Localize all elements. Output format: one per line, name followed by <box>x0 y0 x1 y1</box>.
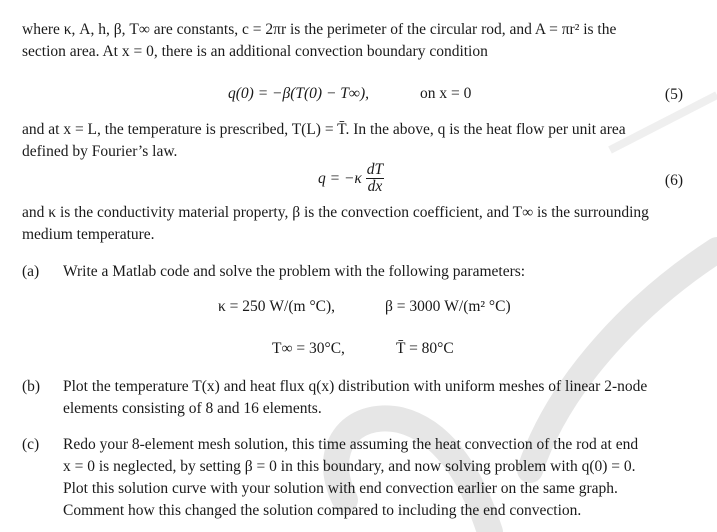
after-line-2: medium temperature. <box>22 226 155 243</box>
intro-line-1: where κ, A, h, β, T∞ are constants, c = 2πr is the perimeter of the circular rod, and A = πr² is the <box>22 21 617 38</box>
equation-6-numerator: dT <box>366 161 384 178</box>
equation-5: q(0) = −β(T(0) − T∞), <box>228 85 369 102</box>
param-beta: β = 3000 W/(m² °C) <box>385 298 511 315</box>
equation-5-condition: on x = 0 <box>420 85 472 102</box>
equation-6-lhs: q = −κ <box>318 169 362 187</box>
part-c-line-3: Plot this solution curve with your solution with end convection earlier on the same graph. <box>63 480 618 497</box>
part-c-label: (c) <box>22 436 40 453</box>
param-kappa: κ = 250 W/(m °C), <box>218 298 336 315</box>
part-a-label: (a) <box>22 263 40 280</box>
part-c-line-1: Redo your 8-element mesh solution, this time assuming the heat convection of the rod at end <box>63 436 639 453</box>
part-b-label: (b) <box>22 378 41 395</box>
param-tinf: T∞ = 30°C, <box>272 340 345 357</box>
equation-5-number: (5) <box>664 86 683 103</box>
part-c-line-2: x = 0 is neglected, by setting β = 0 in this boundary, and now solving problem with q(0) = 0. <box>63 458 636 475</box>
equation-6-denominator: dx <box>367 178 383 196</box>
part-b-line-1: Plot the temperature T(x) and heat flux q(x) distribution with uniform meshes of linear 2-node <box>63 378 648 395</box>
param-tbar: T̄ = 80°C <box>396 340 454 357</box>
part-b-line-2: elements consisting of 8 and 16 elements. <box>63 400 322 417</box>
part-a-text: Write a Matlab code and solve the problem with the following parameters: <box>63 263 526 280</box>
part-c-line-4: Comment how this changed the solution compared to including the end convection. <box>63 502 582 519</box>
after-line-1: and κ is the conductivity material property, β is the convection coefficient, and T∞ is the surrounding <box>22 204 649 221</box>
mid-line-1: and at x = L, the temperature is prescribed, T(L) = T̄. In the above, q is the heat flow per unit area <box>22 121 626 138</box>
equation-6 <box>318 162 384 196</box>
mid-line-2: defined by Fourier’s law. <box>22 143 178 160</box>
equation-6-number: (6) <box>664 172 683 189</box>
intro-line-2: section area. At x = 0, there is an additional convection boundary condition <box>22 43 488 60</box>
equation-6-fraction <box>366 162 384 196</box>
watermark-stroke-diag <box>610 95 717 150</box>
